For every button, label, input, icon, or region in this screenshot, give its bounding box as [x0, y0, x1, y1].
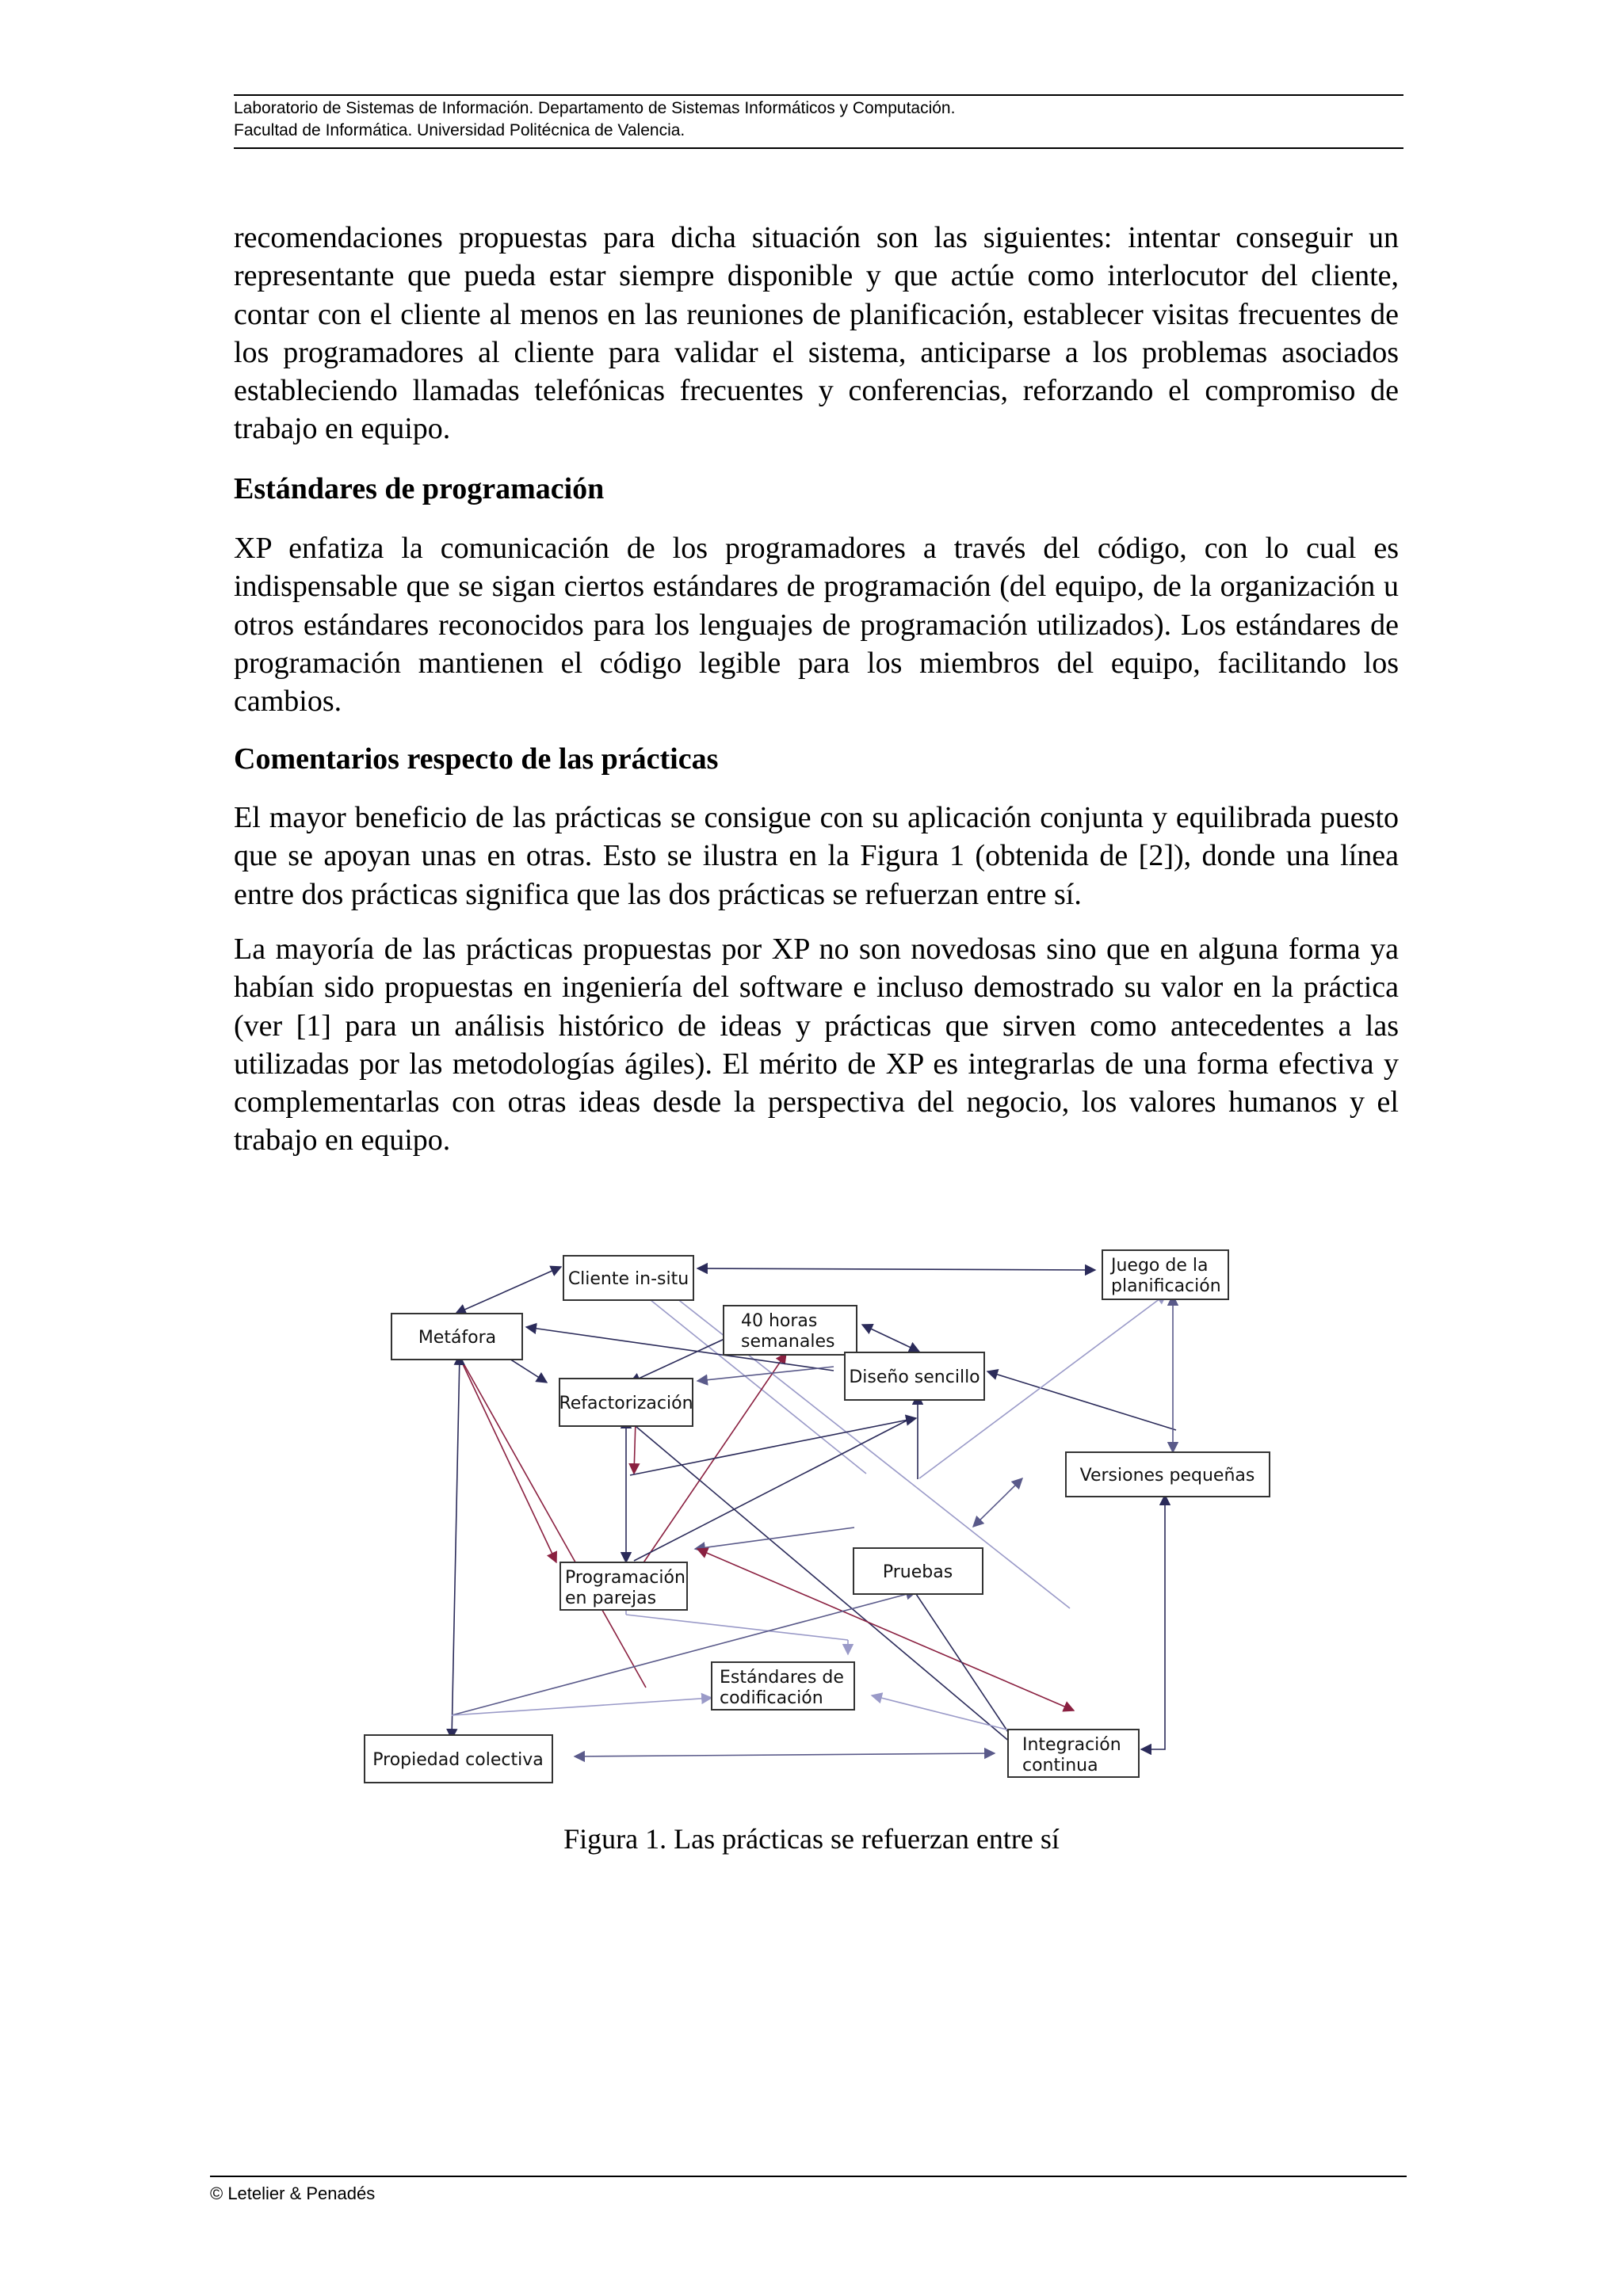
- heading-estandares: Estándares de programación: [234, 472, 605, 505]
- node-horas-label-1: 40 horas: [741, 1311, 818, 1331]
- edge-metafora-programacion: [457, 1352, 556, 1562]
- node-estandares-codificacion: [712, 1662, 854, 1710]
- node-metafora: [391, 1314, 522, 1360]
- node-juego-label-1: Juego de la: [1111, 1256, 1209, 1276]
- node-programacion-label-1: Programación: [565, 1568, 685, 1588]
- node-programacion-parejas: [560, 1562, 687, 1610]
- edge-pruebas-programacion: [695, 1527, 854, 1549]
- paragraph-recomendaciones: recomendaciones propuestas para dicha situación son las siguientes: intentar conseguir un representante que pueda estar siempre disponible y que actúe como interlocutor del cliente, contar con el cliente al menos en las reuniones de planificación, establecer visitas frecuentes de los programadores al cliente para validar el sistema, anticiparse a los problemas asociados estableciendo llamadas telefónicas frecuentes y conferencias, reforzando el compromiso de trabajo en equipo.: [234, 221, 1399, 446]
- node-40-horas: [724, 1306, 857, 1355]
- header-line-2: Facultad de Informática. Universidad Politécnica de Valencia.: [234, 121, 685, 139]
- edge-metafora-propiedad-2: [452, 1355, 460, 1739]
- edge-horas-diseno: [862, 1325, 919, 1352]
- node-integracion-label-1: Integración: [1022, 1735, 1121, 1755]
- edge-cliente-metafora: [456, 1267, 561, 1314]
- paragraph-mayoria: La mayoría de las prácticas propuestas por XP no son novedosas sino que en alguna forma ya habían sido propuestas en ingeniería del software e incluso demostrado su valor en la práctica (ver [1] para un análisis histórico de ideas y prácticas que sirven como antecedentes a las utilizadas por las metodologías ágiles). El mérito de XP es integrarlas de una forma efectiva y complementarlas con otras ideas desde la perspectiva del negocio, los valores humanos y el trabajo en equipo.: [234, 933, 1399, 1158]
- edge-programacion-diseno-2: [634, 1418, 911, 1561]
- edge-versiones-integracion: [1141, 1495, 1165, 1749]
- node-integracion-label-2: continua: [1022, 1756, 1098, 1775]
- node-juego-label-2: planificación: [1111, 1276, 1221, 1296]
- footer-rule: [210, 2176, 1407, 2177]
- figure-caption: Figura 1. Las prácticas se refuerzan entre sí: [563, 1823, 1060, 1855]
- header-top-rule: [234, 94, 1403, 96]
- node-cliente-label: Cliente in-situ: [567, 1269, 689, 1289]
- edge-cliente-juego: [697, 1268, 1095, 1270]
- edge-pruebas-versiones: [973, 1478, 1022, 1527]
- node-programacion-label-2: en parejas: [565, 1589, 657, 1608]
- edge-propiedad-integracion: [575, 1753, 995, 1756]
- node-cliente-in-situ: [563, 1256, 693, 1300]
- footer-copyright: © Letelier & Penadés: [210, 2183, 376, 2203]
- node-versiones-pequenas: [1066, 1452, 1270, 1497]
- node-versiones-label: Versiones pequeñas: [1079, 1466, 1255, 1486]
- paragraph-estandares: XP enfatiza la comunicación de los programadores a través del código, con lo cual es indispensable que se sigan ciertos estándares de programación (del equipo, de la organización u otros estándares reconocidos para los lenguajes de programación utilizados). Los estándares de programación mantienen el código legible para los miembros del equipo, facilitando los cambios.: [234, 532, 1399, 719]
- heading-comentarios: Comentarios respecto de las prácticas: [234, 742, 719, 776]
- node-refactorizacion-label: Refactorización: [559, 1394, 693, 1413]
- header-line-1: Laboratorio de Sistemas de Información. Departamento de Sistemas Informáticos y Computación.: [234, 99, 956, 117]
- paragraph-beneficio: El mayor beneficio de las prácticas se consigue con su aplicación conjunta y equilibrada puesto que se apoyan unas en otras. Esto se ilustra en la Figura 1 (obtenida de [2]), donde una línea entre dos prácticas significa que las dos prácticas se refuerzan entre sí.: [234, 801, 1399, 911]
- node-integracion-continua: [1008, 1730, 1139, 1777]
- edge-integracion-estandares: [872, 1695, 1022, 1733]
- node-pruebas-label: Pruebas: [882, 1562, 953, 1582]
- node-estandares-label-1: Estándares de: [720, 1668, 844, 1688]
- node-pruebas: [854, 1548, 983, 1594]
- edge-diseno-versiones: [987, 1371, 1176, 1430]
- node-propiedad-label: Propiedad colectiva: [372, 1750, 544, 1770]
- node-horas-label-2: semanales: [741, 1332, 835, 1352]
- node-propiedad-colectiva: [365, 1735, 552, 1783]
- edge-propiedad-estandares: [452, 1698, 712, 1715]
- practices-diagram-svg: [357, 1236, 1276, 1798]
- node-diseno-label: Diseño sencillo: [849, 1367, 980, 1387]
- node-juego-planificacion: [1102, 1250, 1228, 1299]
- node-diseno-sencillo: [845, 1352, 984, 1400]
- edge-pruebas-integracion: [916, 1594, 1021, 1751]
- node-refactorizacion: [559, 1379, 693, 1426]
- practices-diagram: [357, 1236, 1276, 1798]
- edge-refactorizacion-programacion-red: [634, 1420, 636, 1474]
- node-metafora-label: Metáfora: [418, 1328, 497, 1348]
- node-estandares-label-2: codificación: [720, 1688, 823, 1708]
- header-bottom-rule: [234, 147, 1403, 149]
